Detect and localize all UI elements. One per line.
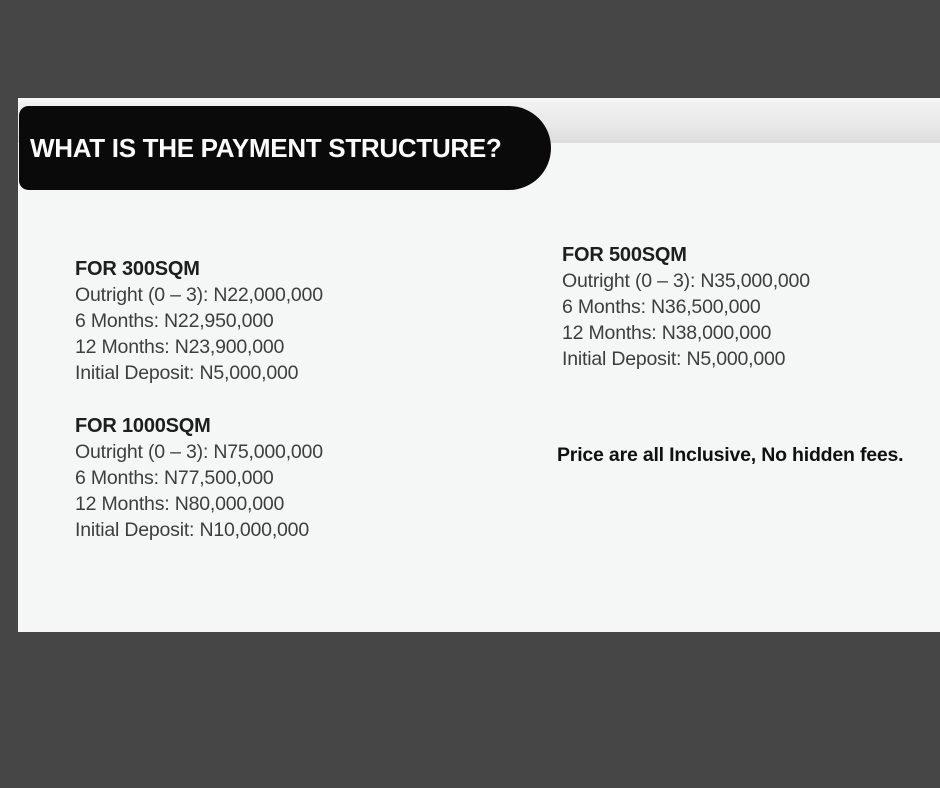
price-inclusive-note: Price are all Inclusive, No hidden fees. [557,444,904,466]
price-line-initial-deposit: Initial Deposit: N10,000,000 [75,519,309,541]
payment-structure-slide [18,98,940,632]
header-pill [19,106,551,190]
price-line-12-months: 12 Months: N80,000,000 [75,493,285,515]
price-line-6-months: 6 Months: N77,500,000 [75,467,274,489]
price-line-6-months: 6 Months: N36,500,000 [562,296,761,318]
price-line-outright: Outright (0 – 3): N22,000,000 [75,284,323,306]
payment-block-1000sqm [75,413,323,543]
price-line-initial-deposit: Initial Deposit: N5,000,000 [562,348,786,370]
payment-block-300sqm [75,256,323,386]
price-line-6-months: 6 Months: N22,950,000 [75,310,274,332]
block-title-500sqm: FOR 500SQM [562,244,687,266]
price-line-12-months: 12 Months: N38,000,000 [562,322,772,344]
block-title-300sqm: FOR 300SQM [75,258,200,280]
price-line-outright: Outright (0 – 3): N75,000,000 [75,441,323,463]
price-line-12-months: 12 Months: N23,900,000 [75,336,285,358]
payment-block-500sqm [562,242,810,372]
price-line-initial-deposit: Initial Deposit: N5,000,000 [75,362,299,384]
price-line-outright: Outright (0 – 3): N35,000,000 [562,270,810,292]
block-title-1000sqm: FOR 1000SQM [75,415,211,437]
page-title: WHAT IS THE PAYMENT STRUCTURE? [30,132,502,163]
